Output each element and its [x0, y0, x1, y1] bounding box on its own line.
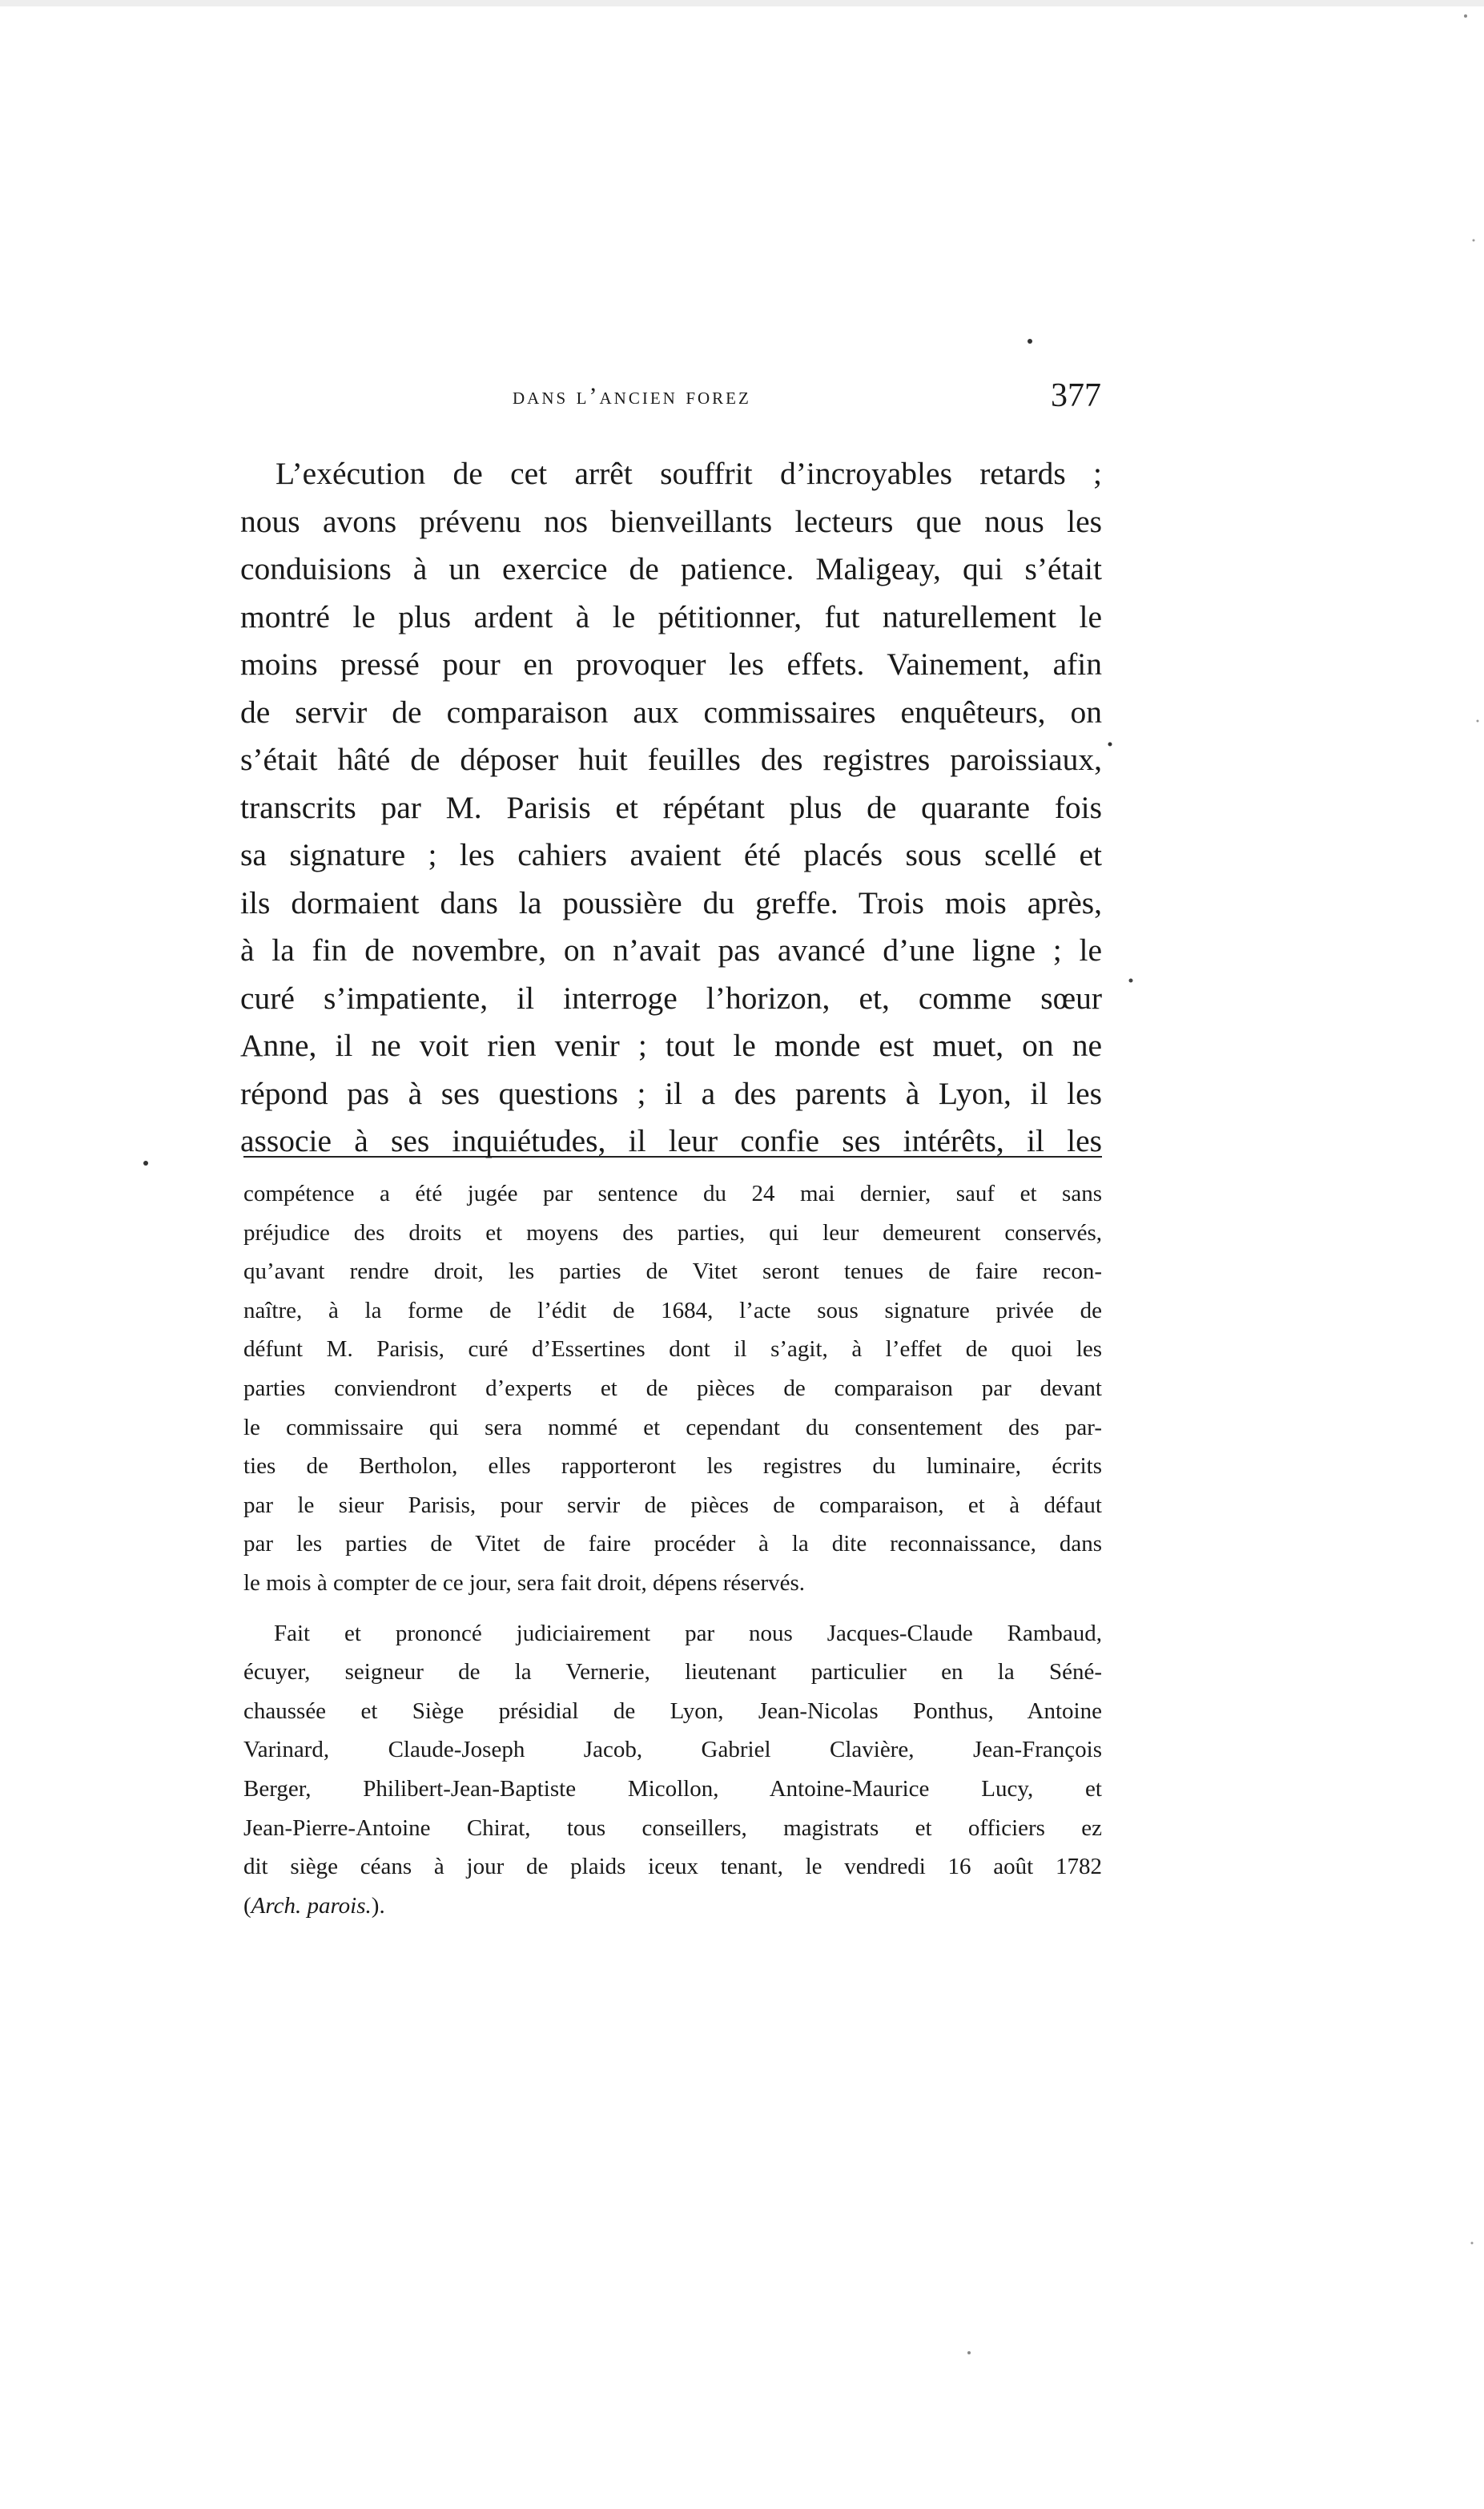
body-line: de servir de comparaison aux commissaires enquêteurs, on: [240, 694, 1102, 730]
body-line: conduisions à un exercice de patience. Maligeay, qui s’était: [240, 551, 1102, 586]
body-line: ils dormaient dans la poussière du greffe. Trois mois après,: [240, 884, 1102, 920]
footnote-line: chaussée et Siège présidial de Lyon, Jean-Nicolas Ponthus, Antoine: [243, 1698, 1102, 1724]
body-paragraph: [240, 450, 1102, 1166]
body-line: Anne, il ne voit rien venir ; tout le monde est muet, on ne: [240, 1028, 1102, 1063]
body-line: répond pas à ses questions ; il a des parents à Lyon, il les: [240, 1075, 1102, 1111]
footnote-line: ties de Bertholon, elles rapporteront les registres du luminaire, écrits: [243, 1453, 1102, 1480]
running-title: dans l’ancien forez: [513, 383, 751, 409]
footnote-citation: [243, 1887, 1102, 1926]
body-line: s’était hâté de déposer huit feuilles des registres paroissiaux,: [240, 742, 1102, 777]
footnote-line: naître, à la forme de l’édit de 1684, l’acte sous signature privée de: [243, 1297, 1102, 1323]
body-line: montré le plus ardent à le pétitionner, fut naturellement le: [240, 598, 1102, 634]
footnote-line: défunt M. Parisis, curé d’Essertines dont il s’agit, à l’effet de quoi les: [243, 1336, 1102, 1363]
footnote-line: qu’avant rendre droit, les parties de Vitet seront tenues de faire recon-: [243, 1259, 1102, 1285]
page-number: 377: [1051, 377, 1101, 414]
body-line: transcrits par M. Parisis et répétant plus de quarante fois: [240, 789, 1102, 825]
footnote-line: dit siège céans à jour de plaids iceux tenant, le vendredi 16 août 1782: [243, 1854, 1102, 1880]
footnote-divider: [243, 1156, 1102, 1158]
footnote: [243, 1174, 1102, 1925]
footnote-line: préjudice des droits et moyens des parties, qui leur demeurent conservés,: [243, 1219, 1102, 1246]
body-line: moins pressé pour en provoquer les effets. Vainement, afin: [240, 646, 1102, 682]
footnote-line: écuyer, seigneur de la Vernerie, lieutenant particulier en la Séné-: [243, 1659, 1102, 1685]
running-head: [240, 377, 1101, 423]
paragraph-gap: [243, 1603, 1102, 1614]
footnote-line: le commissaire qui sera nommé et cependant du consentement des par-: [243, 1414, 1102, 1440]
body-line: curé s’impatiente, il interroge l’horizon, et, comme sœur: [240, 980, 1102, 1016]
footnote-line: Varinard, Claude-Joseph Jacob, Gabriel Clavière, Jean-François: [243, 1737, 1102, 1763]
citation-open: (: [243, 1892, 251, 1919]
body-line: L’exécution de cet arrêt souffrit d’incroyables retards ;: [275, 456, 1102, 491]
citation-close: ).: [371, 1892, 385, 1919]
footnote-line: Berger, Philibert-Jean-Baptiste Micollon, Antoine-Maurice Lucy, et: [243, 1775, 1102, 1802]
footnote-line: parties conviendront d’experts et de pièces de comparaison par devant: [243, 1375, 1102, 1401]
footnote-line: le mois à compter de ce jour, sera fait droit, dépens réservés.: [243, 1569, 806, 1596]
citation-abbrev: Arch. parois.: [251, 1892, 372, 1919]
body-line: à la fin de novembre, on n’avait pas avancé d’une ligne ; le: [240, 932, 1102, 968]
body-line: associe à ses inquiétudes, il leur confie ses intérêts, il les: [240, 1123, 1102, 1158]
body-line: sa signature ; les cahiers avaient été placés sous scellé et: [240, 837, 1102, 872]
body-line: nous avons prévenu nos bienveillants lecteurs que nous les: [240, 503, 1102, 539]
footnote-line: Jean-Pierre-Antoine Chirat, tous conseillers, magistrats et officiers ez: [243, 1814, 1102, 1841]
footnote-line: par le sieur Parisis, pour servir de pièces de comparaison, et à défaut: [243, 1492, 1102, 1518]
footnote-line: Fait et prononcé judiciairement par nous Jacques-Claude Rambaud,: [274, 1620, 1102, 1646]
footnote-line: par les parties de Vitet de faire procéder à la dite reconnaissance, dans: [243, 1531, 1102, 1557]
footnote-line: compétence a été jugée par sentence du 24 mai dernier, sauf et sans: [243, 1181, 1102, 1206]
